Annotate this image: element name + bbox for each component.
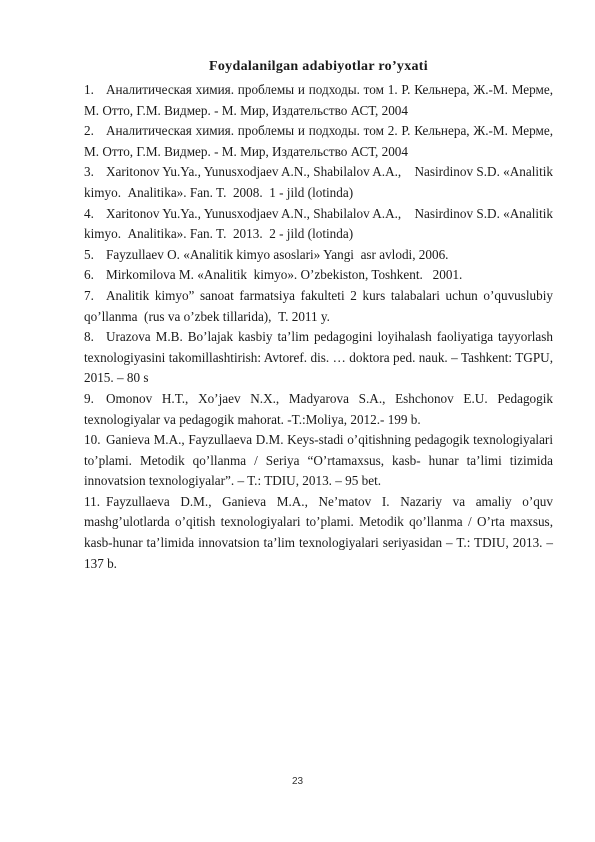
reference-number: 4. (84, 205, 94, 221)
reference-list (84, 80, 553, 574)
reference-number: 2. (84, 123, 94, 139)
reference-text: Xaritonov Yu.Ya., Yunusxodjaev A.N., Shabilalov A.A., Nasirdinov S.D. «Analitik kimyo. Analitika». Fan. T. 2008. 1 - jild (lotinda) (84, 164, 553, 200)
reference-number: 6. (84, 267, 94, 283)
reference-number: 1. (84, 82, 94, 97)
reference-item (84, 327, 553, 389)
reference-number: 5. (84, 246, 94, 262)
reference-item (84, 162, 553, 203)
reference-number: 9. (84, 390, 94, 406)
page-number: 23 (291, 776, 304, 787)
reference-item (84, 80, 553, 121)
reference-item (84, 389, 553, 430)
reference-item (84, 286, 553, 327)
reference-text: Fayzullaev O. «Analitik kimyo asoslari» Yangi asr avlodi, 2006. (106, 246, 449, 262)
reference-item (84, 492, 553, 574)
reference-text: Аналитическая химия. проблемы и подходы. том 2. Р. Кельнера, Ж.-М. Мерме, М. Отто, Г.М. Видмер. - М. Мир, Издательство АСТ, 2004 (84, 123, 553, 159)
reference-text: Urazova M.B. Bo’lajak kasbiy ta’lim pedagogini loyihalash faoliyatiga tayyorlash texnologiyasini takomillashtirish: Avtoref. dis. … doktora ped. nauk. – Tashkent: TGPU, 2015. – 80 s (84, 329, 553, 386)
page-title: Foydalanilgan adabiyotlar ro’yxati (209, 59, 428, 74)
reference-text: Fayzullaeva D.M., Ganieva M.A., Ne’matov I. Nazariy va amaliy o’quv mashg’ulotlarda o’qitish texnologiyalari to’plami. Metodik qo’llanma / O’rta maxsus, kasb-hunar ta’limida innovatsion ta’lim texnologiyalari seriyasidan – T.: TDIU, 2013. – 137 b. (84, 493, 553, 571)
reference-item (84, 430, 553, 492)
reference-number: 3. (84, 164, 94, 180)
reference-text: Analitik kimyo” sanoat farmatsiya fakulteti 2 kurs talabalari uchun o’quvuslubiy qo’llanma (rus va o’zbek tillarida), T. 2011 y. (84, 287, 553, 324)
reference-text: Аналитическая химия. проблемы и подходы. том 1. Р. Кельнера, Ж.-М. Мерме, М. Отто, Г.М. Видмер. - М. Мир, Издательство АСТ, 2004 (84, 82, 553, 118)
reference-text: Mirkomilova M. «Analitik kimyo». O’zbekiston, Toshkent. 2001. (106, 267, 463, 283)
reference-number: 7. (84, 287, 94, 303)
reference-number: 8. (84, 329, 94, 345)
reference-item (84, 204, 553, 245)
reference-text: Omonov H.T., Xo’jaev N.X., Madyarova S.A., Eshchonov E.U. Pedagogik texnologiyalar va pedagogik mahorat. -T.:Moliya, 2012.- 199 b. (84, 390, 553, 427)
reference-item (84, 121, 553, 162)
reference-number: 11. (84, 493, 100, 509)
reference-text: Ganieva M.A., Fayzullaeva D.M. Keys-stadi o’qitishning pedagogik texnologiyalari to’plami. Metodik qo’llanma / Seriya “O’rtamaxsus, kasb- hunar ta’limi tizimida innovatsion texnologiyalar”. – T.: TDIU, 2013. – 95 bet. (84, 432, 553, 489)
reference-item (84, 245, 553, 266)
reference-item (84, 265, 553, 286)
reference-number: 10. (84, 432, 101, 448)
reference-text: Xaritonov Yu.Ya., Yunusxodjaev A.N., Shabilalov A.A., Nasirdinov S.D. «Analitik kimyo. Analitika». Fan. T. 2013. 2 - jild (lotinda) (84, 205, 553, 242)
